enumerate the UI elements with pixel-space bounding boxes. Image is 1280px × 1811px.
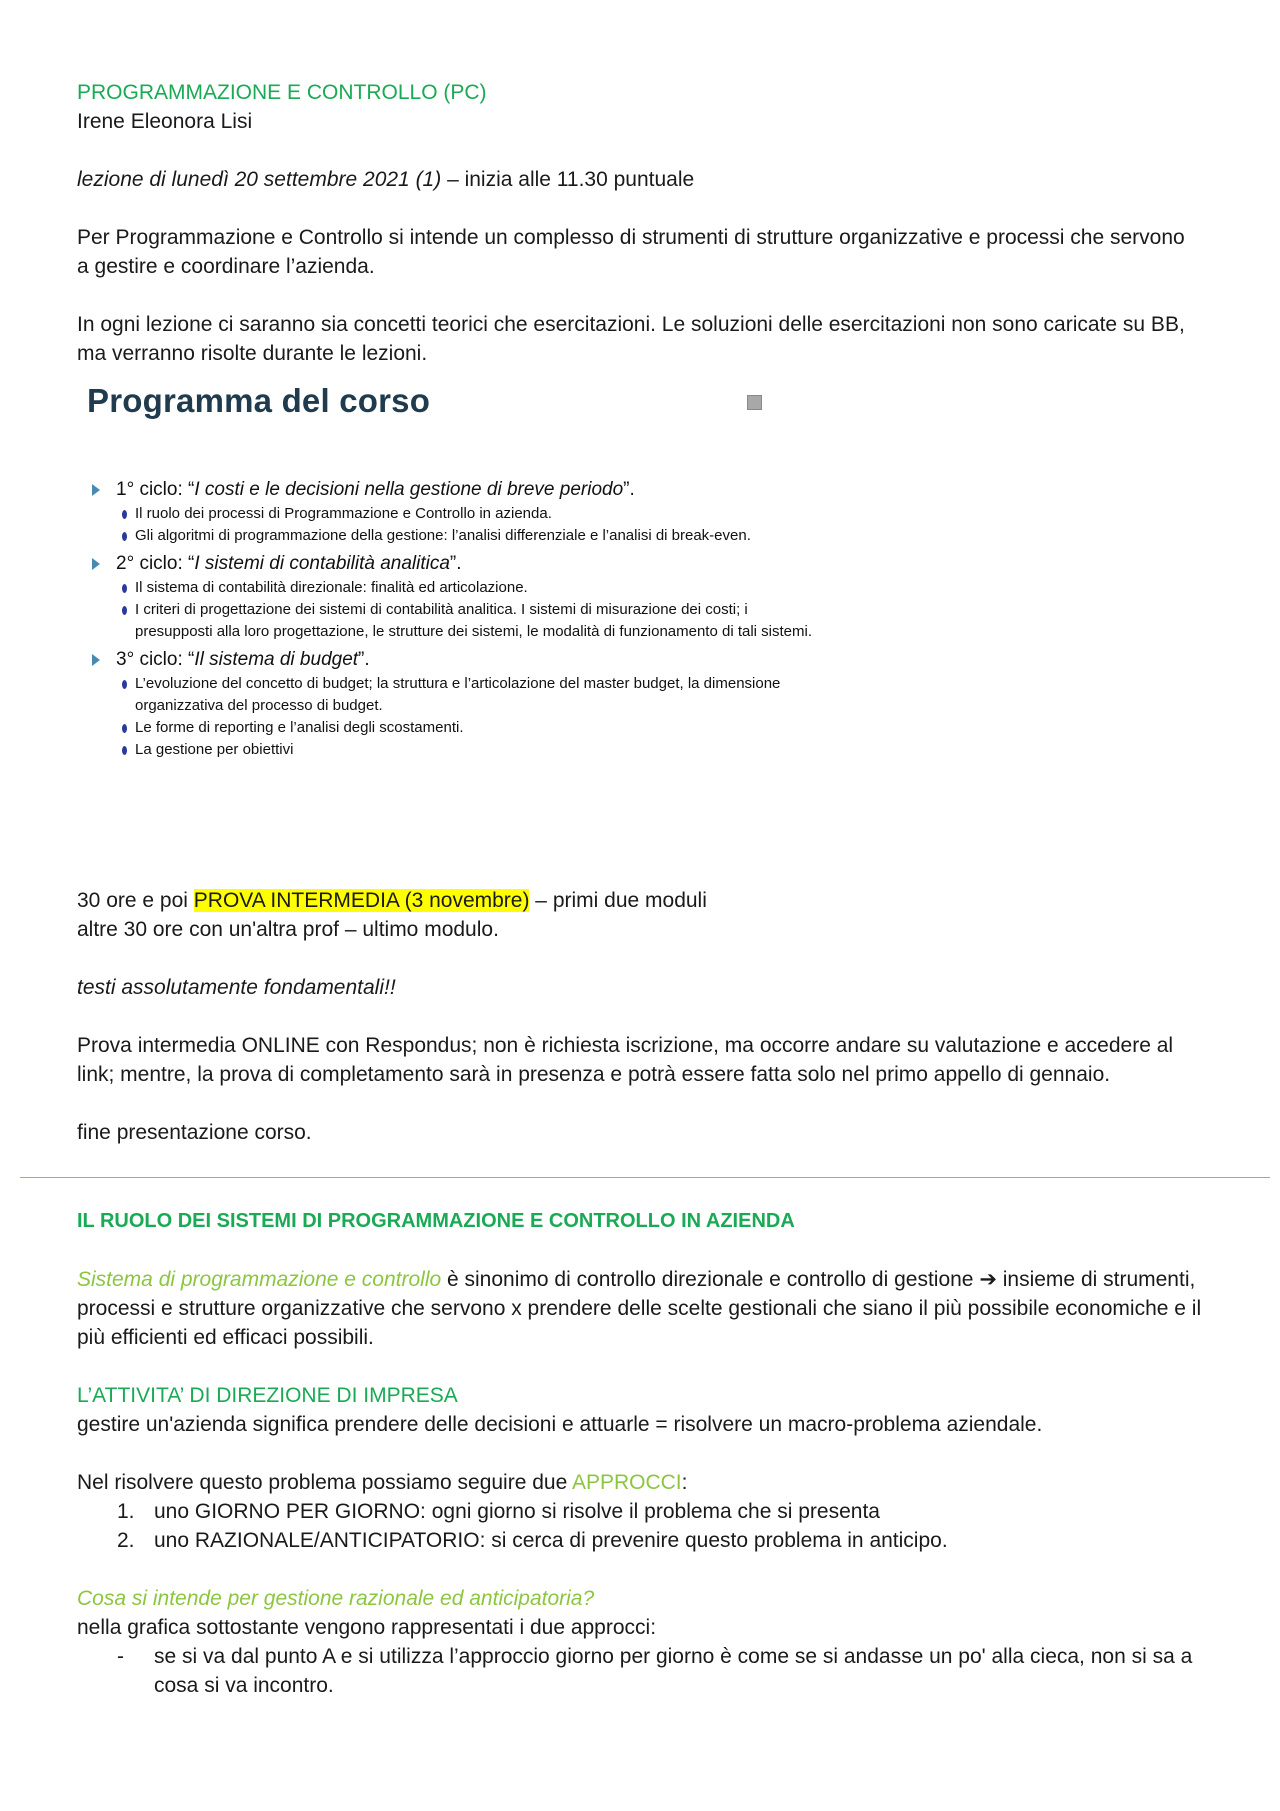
document-page	[77, 78, 1197, 1147]
exam-paragraph: Prova intermedia ONLINE con Respondus; non è richiesta iscrizione, ma occorre andare su valutazione e accedere al link; mentre, la prova di completamento sarà in presenza e potrà essere fatta solo nel primo appello di gennaio.	[77, 1034, 1174, 1086]
cycle-3-item: Le forme di reporting e l’analisi degli scostamenti.	[92, 717, 812, 739]
cycle-1-item: Il ruolo dei processi di Programmazione e Controllo in azienda.	[92, 503, 812, 525]
end-note: fine presentazione corso.	[77, 1121, 312, 1144]
dot-bullet-icon	[122, 746, 127, 755]
cycle-2-item: I criteri di progettazione dei sistemi di contabilità analitica. I sistemi di misurazione dei costi; i presupposti alla loro progettazione, le strutture dei sistemi, le modalità di funzionamento di tali sistemi.	[92, 599, 812, 643]
texts-note: testi assolutamente fondamentali!!	[77, 976, 396, 999]
graph-intro: nella grafica sottostante vengono rappresentati i due approcci:	[77, 1616, 657, 1639]
bullet-list	[77, 1642, 1207, 1700]
triangle-bullet-icon	[92, 558, 100, 570]
lesson-line	[77, 165, 1197, 194]
approaches-intro: Nel risolvere questo problema possiamo seguire due APPROCCI:	[77, 1471, 688, 1494]
intro-paragraph-1: Per Programmazione e Controllo si intende un complesso di strumenti di strutture organizzative e processi che servono a gestire e coordinare l’azienda.	[77, 226, 1185, 278]
approaches-word: APPROCCI	[571, 1471, 682, 1494]
intro-paragraph-2: In ogni lezione ci saranno sia concetti teorici che esercitazioni. Le soluzioni delle esercitazioni non sono caricate su BB, ma verranno risolte durante le lezioni.	[77, 313, 1185, 365]
author-name: Irene Eleonora Lisi	[77, 110, 253, 133]
list-item: - se si va dal punto A e si utilizza l’approccio giorno per giorno è come se si andasse un po' alla cieca, non si sa a cosa si va incontro.	[117, 1645, 1193, 1697]
cycle-2: 2° ciclo: “I sistemi di contabilità analitica”.	[92, 551, 812, 577]
slide-title: Programma del corso	[87, 382, 431, 419]
dot-bullet-icon	[122, 510, 127, 519]
dot-bullet-icon	[122, 724, 127, 733]
slide-placeholder-icon	[747, 395, 762, 410]
section-role-of-systems	[77, 1207, 1207, 1700]
section-divider	[20, 1177, 1270, 1178]
highlighted-exam-date: PROVA INTERMEDIA (3 novembre)	[193, 889, 530, 912]
cycle-3-item: La gestione per obiettivi	[92, 739, 812, 761]
slide-body	[92, 473, 812, 761]
sub-heading: L’ATTIVITA’ DI DIREZIONE DI IMPRESA	[77, 1384, 458, 1407]
dot-bullet-icon	[122, 680, 127, 689]
definition-term: Sistema di programmazione e controllo	[77, 1268, 442, 1291]
cycle-1: 1° ciclo: “I costi e le decisioni nella gestione di breve periodo”.	[92, 477, 812, 503]
lesson-start: – inizia alle 11.30 puntuale	[441, 168, 695, 191]
section-heading: IL RUOLO DEI SISTEMI DI PROGRAMMAZIONE E CONTROLLO IN AZIENDA	[77, 1210, 795, 1232]
triangle-bullet-icon	[92, 484, 100, 496]
dot-bullet-icon	[122, 606, 127, 615]
cycle-2-item: Il sistema di contabilità direzionale: finalità ed articolazione.	[92, 577, 812, 599]
course-program-slide	[77, 372, 1197, 882]
list-item: 1. uno GIORNO PER GIORNO: ogni giorno si risolve il problema che si presenta	[117, 1500, 880, 1523]
definition-paragraph: Sistema di programmazione e controllo è sinonimo di controllo direzionale e controllo di gestione ➔ insieme di strumenti, processi e strutture organizzative che servono x prendere delle scelte gestionali che siano il più possibile economiche e il più efficienti ed efficaci possibili.	[77, 1268, 1202, 1349]
course-title: PROGRAMMAZIONE E CONTROLLO (PC)	[77, 81, 487, 104]
dot-bullet-icon	[122, 584, 127, 593]
approaches-list	[77, 1497, 1207, 1555]
hours-line-2: altre 30 ore con un'altra prof – ultimo modulo.	[77, 918, 499, 941]
sub-text: gestire un'azienda significa prendere delle decisioni e attuarle = risolvere un macro-problema aziendale.	[77, 1413, 1043, 1436]
lesson-date: lezione di lunedì 20 settembre 2021 (1)	[77, 168, 442, 191]
cycle-3: 3° ciclo: “Il sistema di budget”.	[92, 647, 812, 673]
list-item: 2. uno RAZIONALE/ANTICIPATORIO: si cerca di prevenire questo problema in anticipo.	[117, 1529, 948, 1552]
question-heading: Cosa si intende per gestione razionale ed anticipatoria?	[77, 1587, 595, 1610]
triangle-bullet-icon	[92, 654, 100, 666]
dot-bullet-icon	[122, 532, 127, 541]
cycle-3-item: L’evoluzione del concetto di budget; la struttura e l’articolazione del master budget, la dimensione organizzativa del processo di budget.	[92, 673, 812, 717]
hours-line-1: 30 ore e poi PROVA INTERMEDIA (3 novembre) – primi due moduli	[77, 889, 707, 912]
cycle-1-item: Gli algoritmi di programmazione della gestione: l’analisi differenziale e l’analisi di break-even.	[92, 525, 812, 547]
